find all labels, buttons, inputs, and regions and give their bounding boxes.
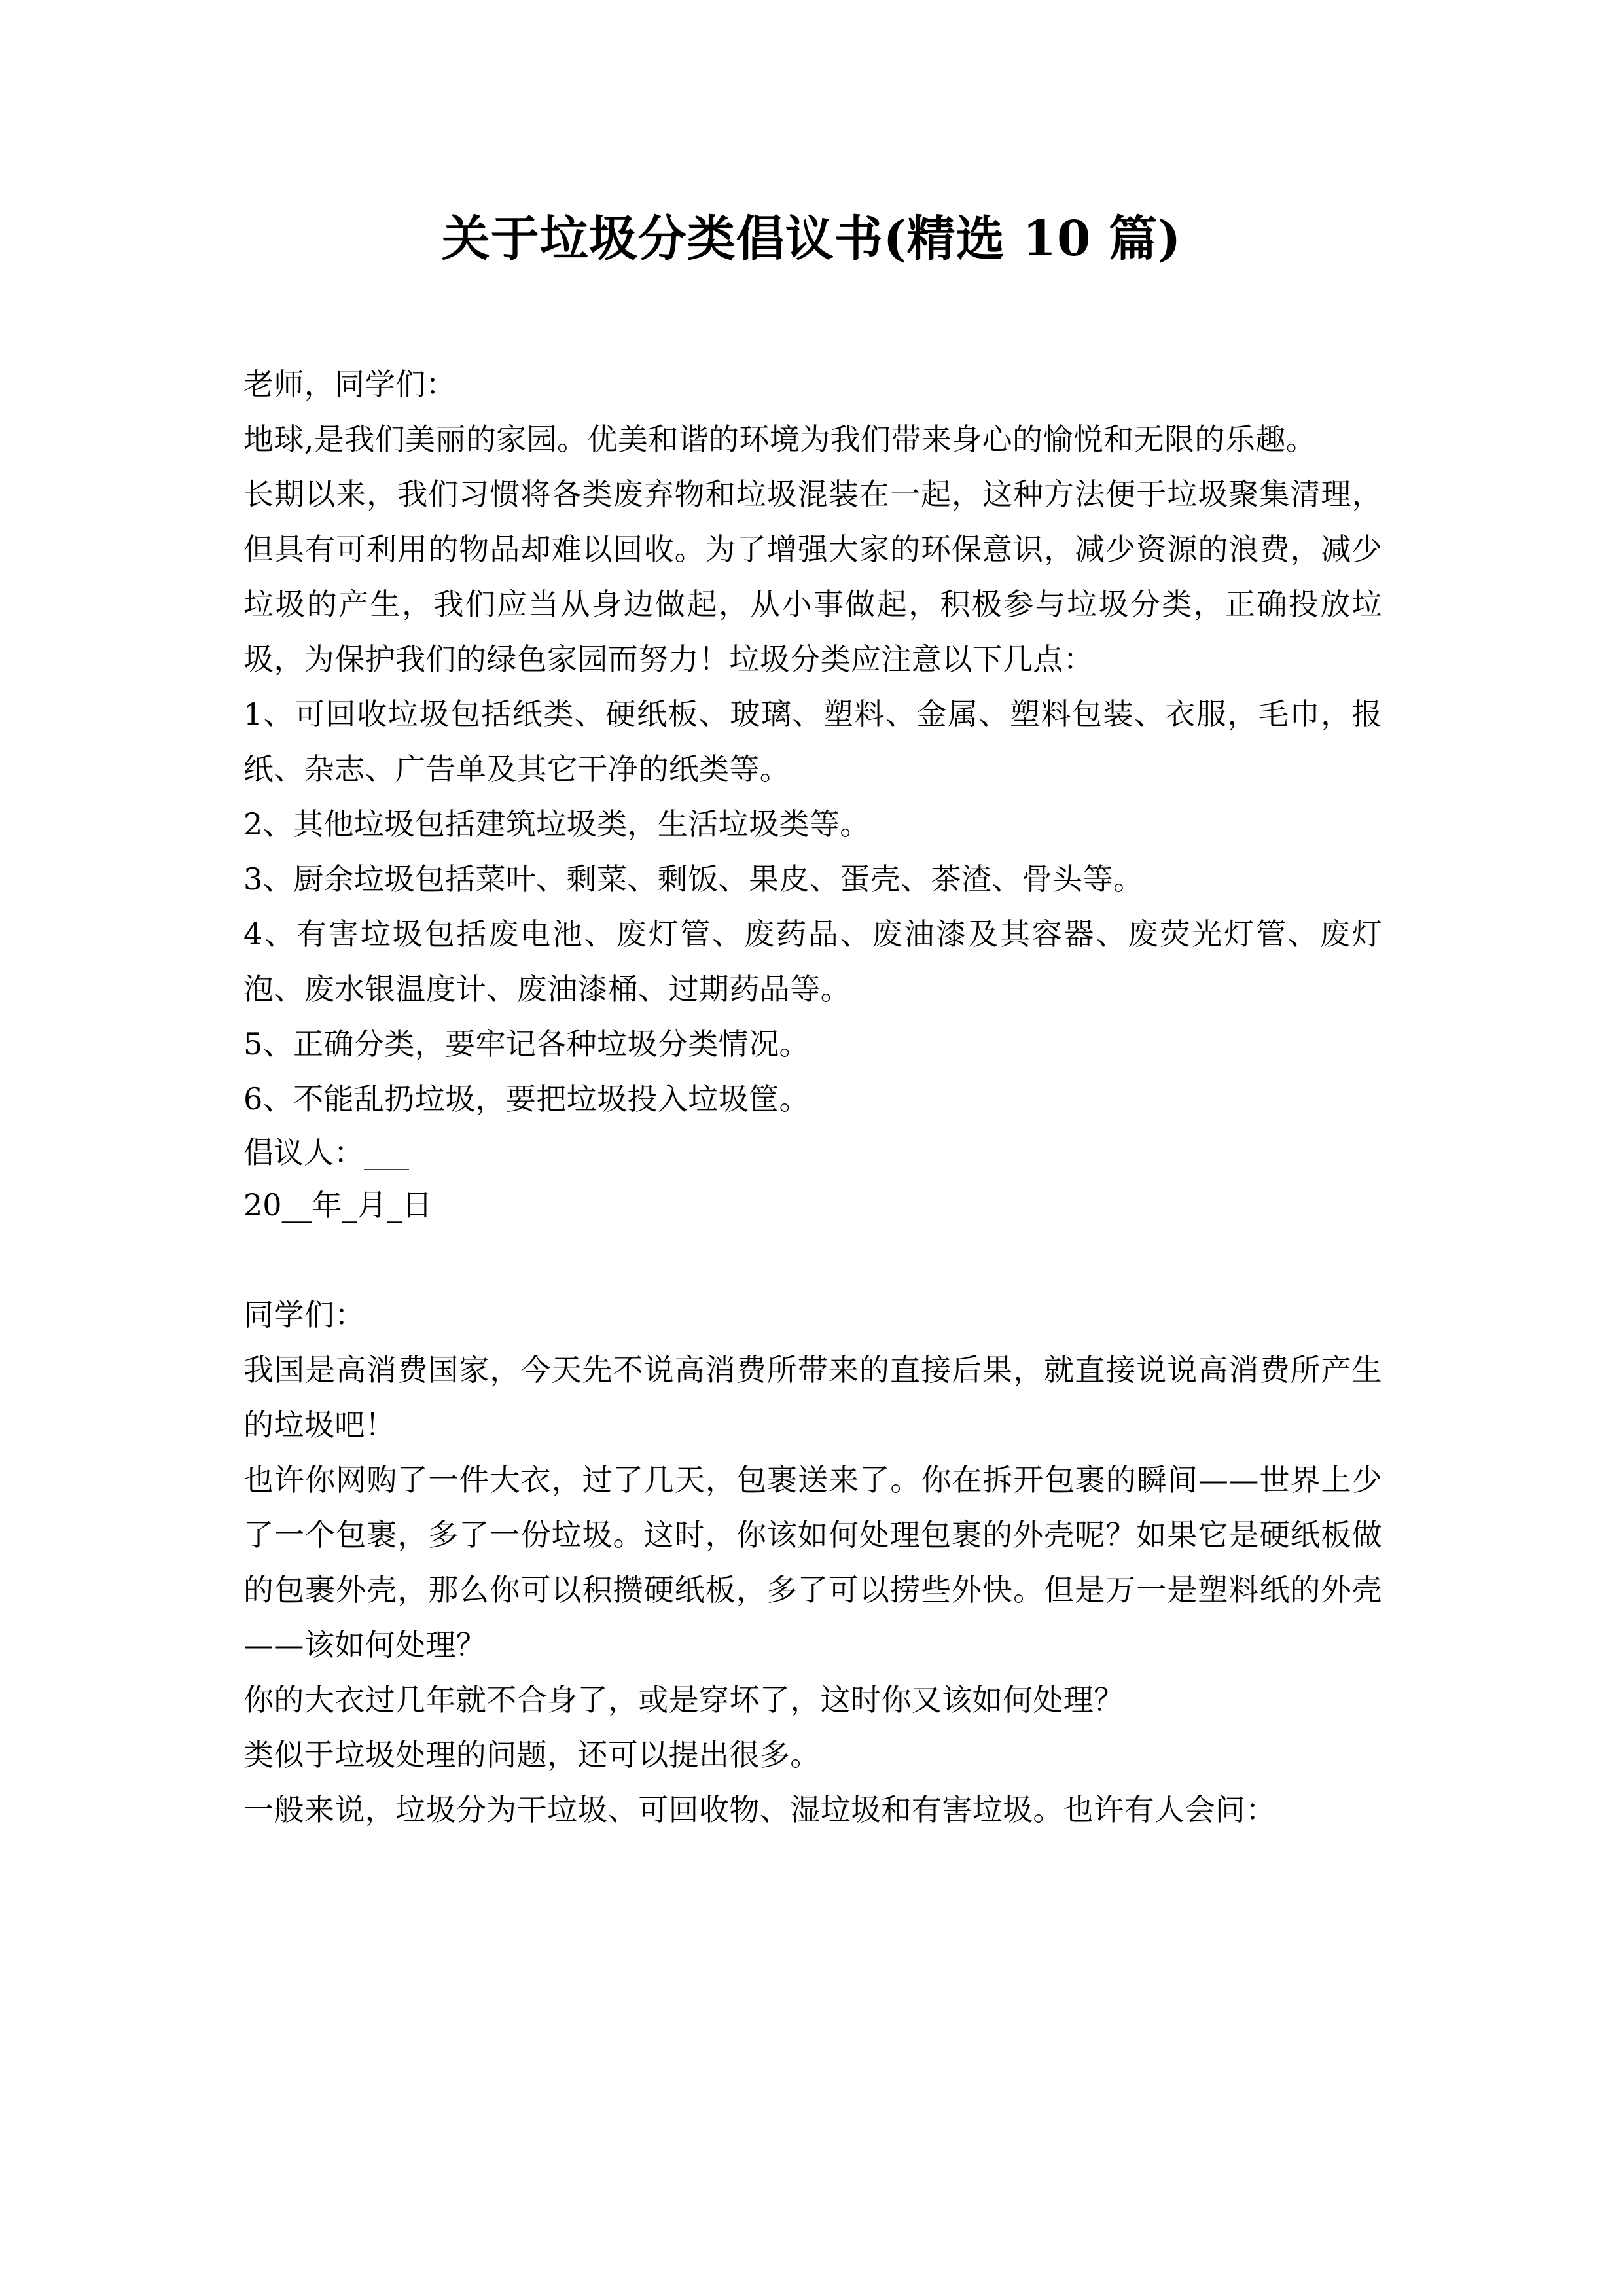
paragraph-old-coat: 你的大衣过几年就不合身了，或是穿坏了，这时你又该如何处理？	[243, 1682, 1124, 1717]
list-item-recyclable: 1、可回收垃圾包括纸类、硬纸板、玻璃、塑料、金属、塑料包装、衣服，毛巾，报纸、杂志、广告单及其它干净的纸类等。	[243, 696, 1382, 787]
page-title: 关于垃圾分类倡议书(精选 10 篇)	[441, 210, 1182, 267]
paragraph-intro-earth: 地球,是我们美丽的家园。优美和谐的环境为我们带来身心的愉悦和无限的乐趣。	[243, 422, 1317, 457]
list-item-hazardous-waste: 4、有害垃圾包括废电池、废灯管、废药品、废油漆及其容器、废荧光灯管、废灯泡、废水银温度计、废油漆桶、过期药品等。	[243, 916, 1382, 1007]
paragraph-package-waste: 也许你网购了一件大衣，过了几天，包裹送来了。你在拆开包裹的瞬间——世界上少了一个包裹，多了一份垃圾。这时，你该如何处理包裹的外壳呢？如果它是硬纸板做的包裹外壳，那么你可以积攒硬纸板，多了可以捞些外快。但是万一是塑料纸的外壳——该如何处理？	[243, 1462, 1382, 1662]
proposer-signature-line: 倡议人：___	[243, 1135, 409, 1170]
list-item-other-waste: 2、其他垃圾包括建筑垃圾类，生活垃圾类等。	[243, 806, 870, 842]
paragraph-high-consumption: 我国是高消费国家，今天先不说高消费所带来的直接后果，就直接说说高消费所产生的垃圾吧！	[243, 1352, 1382, 1443]
paragraph-sorting-appeal: 长期以来，我们习惯将各类废弃物和垃圾混装在一起，这种方法便于垃圾聚集清理，但具有可利用的物品却难以回收。为了增强大家的环保意识，减少资源的浪费，减少垃圾的产生，我们应当从身边做起，从小事做起，积极参与垃圾分类，正确投放垃圾，为保护我们的绿色家园而努力！垃圾分类应注意以下几点：	[243, 476, 1382, 677]
list-item-no-littering: 6、不能乱扔垃圾，要把垃圾投入垃圾筐。	[243, 1081, 810, 1117]
document-body	[243, 357, 1382, 1837]
paragraph-waste-categories: 一般来说，垃圾分为干垃圾、可回收物、湿垃圾和有害垃圾。也许有人会问：	[243, 1792, 1276, 1827]
list-item-correct-sorting: 5、正确分类，要牢记各种垃圾分类情况。	[243, 1026, 810, 1062]
salutation-letter-two: 同学们：	[243, 1297, 365, 1333]
paragraph-similar-questions: 类似于垃圾处理的问题，还可以提出很多。	[243, 1737, 821, 1772]
salutation-letter-one: 老师，同学们：	[243, 367, 456, 402]
section-separator	[243, 1231, 1382, 1287]
list-item-kitchen-waste: 3、厨余垃圾包括菜叶、剩菜、剩饭、果皮、蛋壳、茶渣、骨头等。	[243, 861, 1144, 897]
date-signature-line: 20__年_月_日	[243, 1187, 433, 1223]
